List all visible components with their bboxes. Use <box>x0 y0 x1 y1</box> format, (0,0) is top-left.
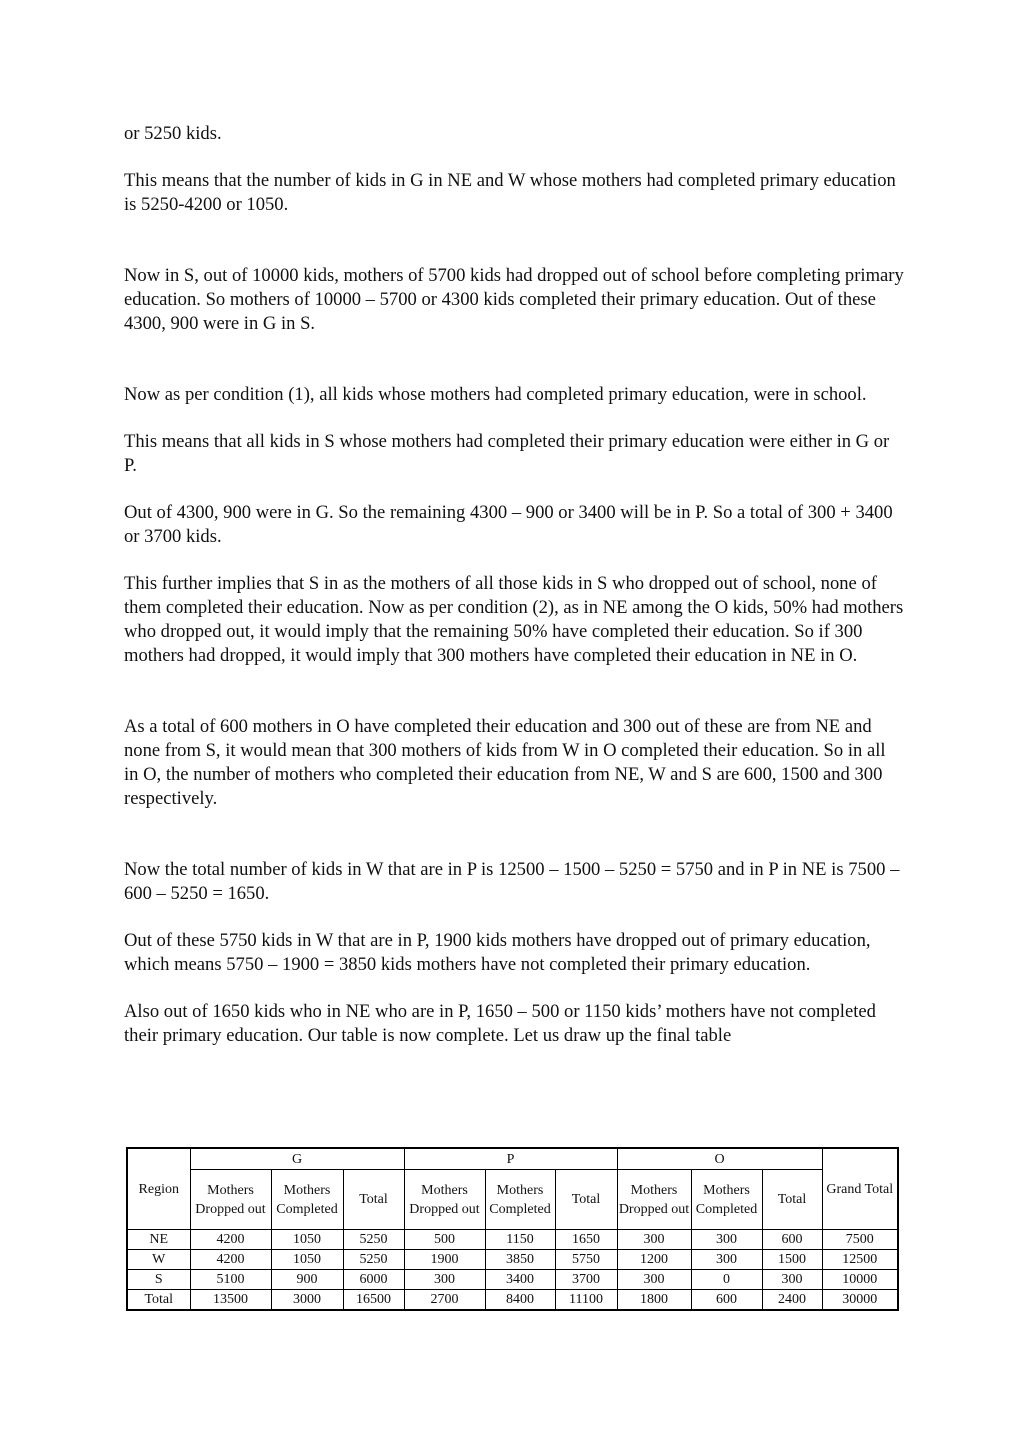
sub-header-completed: Mothers Completed <box>271 1170 343 1230</box>
table-cell: 1500 <box>762 1250 822 1270</box>
table-cell: 10000 <box>822 1270 898 1290</box>
table-cell: 5250 <box>343 1250 404 1270</box>
table-cell: 0 <box>691 1270 762 1290</box>
paragraph: As a total of 600 mothers in O have completed their education and 300 out of these are from NE and none from S, it would mean that 300 mothers of kids from W in O completed their education. So in all in O, the number of mothers who completed their education from NE, W and S are 600, 1500 and 300 respectively. <box>124 716 886 809</box>
paragraph: Out of these 5750 kids in W that are in P, 1900 kids mothers have dropped out of primary education, which means 5750 – 1900 = 3850 kids mothers have not completed their primary education. <box>124 930 871 975</box>
table-cell: 1050 <box>271 1250 343 1270</box>
table-cell: 13500 <box>190 1290 271 1311</box>
grand-total-header: Grand Total <box>822 1148 898 1230</box>
table-cell: NE <box>127 1230 190 1250</box>
table-cell: 3400 <box>485 1270 555 1290</box>
table-cell: 3700 <box>555 1270 617 1290</box>
table-cell: 300 <box>691 1230 762 1250</box>
table-cell: 1200 <box>617 1250 691 1270</box>
table-cell: 300 <box>617 1270 691 1290</box>
table-cell: S <box>127 1270 190 1290</box>
group-header-p: P <box>404 1148 617 1170</box>
table-cell: 300 <box>404 1270 485 1290</box>
paragraph: Also out of 1650 kids who in NE who are in P, 1650 – 500 or 1150 kids’ mothers have not completed their primary education. Our table is now complete. Let us draw up the final table <box>124 1001 876 1046</box>
table-cell: 5750 <box>555 1250 617 1270</box>
table-cell: 8400 <box>485 1290 555 1311</box>
group-header-o: O <box>617 1148 822 1170</box>
table-cell: 4200 <box>190 1230 271 1250</box>
table-cell: 4200 <box>190 1250 271 1270</box>
table-cell: 2400 <box>762 1290 822 1311</box>
table-cell: 500 <box>404 1230 485 1250</box>
table-cell: 16500 <box>343 1290 404 1311</box>
paragraph: This means that all kids in S whose mothers had completed their primary education were either in G or P. <box>124 431 890 476</box>
sub-header-completed: Mothers Completed <box>691 1170 762 1230</box>
table-cell: 1650 <box>555 1230 617 1250</box>
table-cell: 3000 <box>271 1290 343 1311</box>
table-cell: 1900 <box>404 1250 485 1270</box>
region-header: Region <box>127 1148 190 1230</box>
paragraph: This means that the number of kids in G in NE and W whose mothers had completed primary education is 5250-4200 or 1050. <box>124 170 896 215</box>
table-cell: 300 <box>762 1270 822 1290</box>
table-cell: 3850 <box>485 1250 555 1270</box>
table-cell: 1050 <box>271 1230 343 1250</box>
table-cell: 30000 <box>822 1290 898 1311</box>
table-cell: 12500 <box>822 1250 898 1270</box>
table-cell: 5250 <box>343 1230 404 1250</box>
table-cell: 11100 <box>555 1290 617 1311</box>
paragraph: Now as per condition (1), all kids whose mothers had completed primary education, were in school. <box>124 384 867 405</box>
table-row <box>127 1270 898 1290</box>
paragraph: Out of 4300, 900 were in G. So the remaining 4300 – 900 or 3400 will be in P. So a total of 300 + 3400 or 3700 kids. <box>124 502 893 547</box>
paragraph: This further implies that S in as the mothers of all those kids in S who dropped out of school, none of them completed their education. Now as per condition (2), as in NE among the O kids, 50% had mothers who dropped out, it would imply that the remaining 50% have completed their education. So if 300 mothers had dropped, it would imply that 300 mothers have completed their education in NE in O. <box>124 573 904 666</box>
paragraph: Now in S, out of 10000 kids, mothers of 5700 kids had dropped out of school before completing primary education. So mothers of 10000 – 5700 or 4300 kids completed their primary education. Out of these 4300, 900 were in G in S. <box>124 265 904 334</box>
table-cell: 300 <box>617 1230 691 1250</box>
table-row-total <box>127 1290 898 1311</box>
table-cell: 6000 <box>343 1270 404 1290</box>
sub-header-dropped: Mothers Dropped out <box>404 1170 485 1230</box>
group-header-g: G <box>190 1148 404 1170</box>
table-row <box>127 1250 898 1270</box>
table-cell: 900 <box>271 1270 343 1290</box>
table-cell: 1150 <box>485 1230 555 1250</box>
table-cell: 7500 <box>822 1230 898 1250</box>
sub-header-total: Total <box>343 1170 404 1230</box>
table-cell: 300 <box>691 1250 762 1270</box>
table-row <box>127 1230 898 1250</box>
table-cell: W <box>127 1250 190 1270</box>
document-body <box>124 122 904 1048</box>
sub-header-total: Total <box>762 1170 822 1230</box>
sub-header-dropped: Mothers Dropped out <box>190 1170 271 1230</box>
final-table <box>126 1147 899 1311</box>
table-cell: 5100 <box>190 1270 271 1290</box>
table-cell: 2700 <box>404 1290 485 1311</box>
sub-header-completed: Mothers Completed <box>485 1170 555 1230</box>
table-cell: Total <box>127 1290 190 1311</box>
table-cell: 600 <box>762 1230 822 1250</box>
table-cell: 1800 <box>617 1290 691 1311</box>
table-cell: 600 <box>691 1290 762 1311</box>
sub-header-total: Total <box>555 1170 617 1230</box>
paragraph: Now the total number of kids in W that are in P is 12500 – 1500 – 5250 = 5750 and in P in NE is 7500 – 600 – 5250 = 1650. <box>124 859 900 904</box>
sub-header-dropped: Mothers Dropped out <box>617 1170 691 1230</box>
paragraph: or 5250 kids. <box>124 123 222 144</box>
